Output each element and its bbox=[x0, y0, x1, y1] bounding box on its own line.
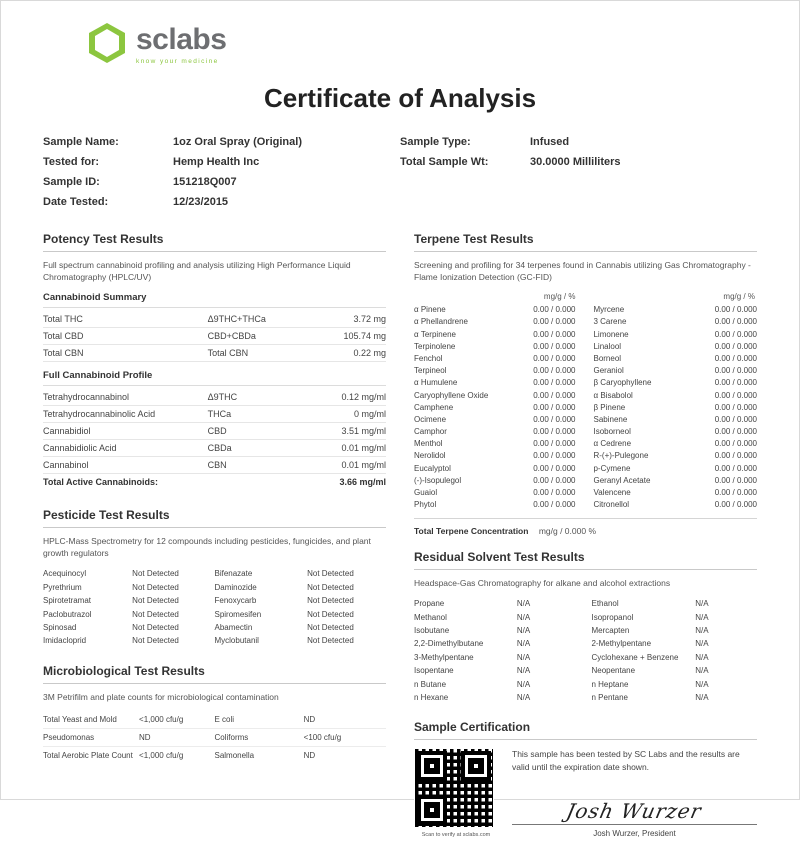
analyte-abbr: THCa bbox=[208, 405, 304, 422]
left-column bbox=[43, 232, 400, 840]
solvent-name: Mercapten bbox=[591, 626, 630, 636]
pesticide-name: Pyrethrium bbox=[43, 582, 82, 592]
pesticide-result: Not Detected bbox=[307, 609, 354, 619]
cannabinoid-summary-table bbox=[43, 311, 386, 362]
terpene-value: 0.00 / 0.000 bbox=[533, 341, 576, 351]
terpene-name: Geranyl Acetate bbox=[593, 475, 651, 485]
table-row bbox=[414, 499, 757, 511]
terpene-value: 0.00 / 0.000 bbox=[714, 317, 757, 327]
terpene-value: 0.00 / 0.000 bbox=[533, 475, 576, 485]
solvent-result: N/A bbox=[695, 679, 709, 689]
solvent-result: N/A bbox=[516, 626, 531, 636]
table-row bbox=[43, 711, 386, 729]
analyte-name: Total CBN bbox=[43, 344, 208, 361]
table-row bbox=[414, 365, 757, 377]
solvent-result: N/A bbox=[516, 639, 531, 649]
terpene-name: Isoborneol bbox=[593, 427, 631, 437]
pesticide-result: Not Detected bbox=[307, 582, 354, 592]
micro-section-title: Microbiological Test Results bbox=[43, 664, 386, 684]
meta-value: 151218Q007 bbox=[173, 176, 237, 188]
terpene-value: 0.00 / 0.000 bbox=[714, 366, 757, 376]
signature-block bbox=[512, 796, 757, 840]
terpene-value: 0.00 / 0.000 bbox=[714, 500, 757, 510]
pesticide-name: Bifenazate bbox=[214, 569, 253, 579]
pesticide-name: Abamectin bbox=[214, 622, 253, 632]
terpene-value: 0.00 / 0.000 bbox=[533, 463, 576, 473]
solvent-name: n Butane bbox=[414, 679, 447, 689]
pesticide-section-desc: HPLC-Mass Spectrometry for 12 compounds including pesticides, fungicides, and plant growth regulators bbox=[43, 535, 371, 558]
pesticide-name: Spinosad bbox=[43, 622, 77, 632]
qr-caption: Scan to verify at sclabs.com bbox=[421, 832, 491, 839]
terpene-name: Phytol bbox=[414, 500, 437, 510]
terpene-value: 0.00 / 0.000 bbox=[533, 414, 576, 424]
solvent-result: N/A bbox=[516, 692, 531, 702]
terpene-value: 0.00 / 0.000 bbox=[714, 451, 757, 461]
table-row bbox=[414, 389, 757, 401]
analyte-value: 3.51 mg/ml bbox=[304, 422, 386, 439]
pesticide-result: Not Detected bbox=[132, 596, 179, 606]
table-row bbox=[414, 377, 757, 389]
terpene-name: Limonene bbox=[593, 329, 629, 339]
certification-statement: This sample has been tested by SC Labs and the results are valid until the expiration date shown. bbox=[512, 749, 740, 772]
table-row bbox=[43, 439, 386, 456]
terpene-name: α Phellandrene bbox=[414, 317, 468, 327]
cannabinoid-summary-head: Cannabinoid Summary bbox=[43, 292, 386, 308]
terpene-units-right: mg/g / % bbox=[723, 291, 755, 301]
analyte-formula: CBD+CBDa bbox=[208, 327, 304, 344]
sample-meta-right bbox=[400, 136, 757, 216]
terpene-name: Eucalyptol bbox=[414, 463, 451, 473]
terpene-value: 0.00 / 0.000 bbox=[714, 390, 757, 400]
terpene-value: 0.00 / 0.000 bbox=[533, 390, 576, 400]
terpene-total-label: Total Terpene Concentration bbox=[414, 525, 529, 536]
logo-text bbox=[136, 25, 226, 65]
table-row bbox=[414, 474, 757, 486]
meta-label: Total Sample Wt: bbox=[400, 156, 489, 168]
meta-value: Infused bbox=[530, 136, 570, 148]
table-row bbox=[414, 611, 757, 624]
terpene-value: 0.00 / 0.000 bbox=[533, 402, 576, 412]
table-row bbox=[414, 304, 757, 316]
table-row bbox=[43, 634, 386, 647]
solvent-name: Methanol bbox=[414, 612, 447, 622]
brand-tagline: know your medicine bbox=[136, 58, 219, 65]
analyte-name: Tetrahydrocannabinolic Acid bbox=[43, 405, 208, 422]
meta-row bbox=[400, 136, 757, 148]
terpene-name: Borneol bbox=[593, 353, 622, 363]
terpene-value: 0.00 / 0.000 bbox=[533, 366, 576, 376]
analyte-value: 0.12 mg/ml bbox=[304, 389, 386, 406]
table-row bbox=[414, 340, 757, 352]
solvent-result: N/A bbox=[516, 612, 531, 622]
meta-label: Tested for: bbox=[43, 156, 100, 168]
terpene-total-value: mg/g / 0.000 % bbox=[538, 525, 596, 536]
meta-row bbox=[400, 156, 757, 168]
terpene-name: R-(+)-Pulegone bbox=[593, 451, 649, 461]
terpene-name: α Pinene bbox=[414, 305, 446, 315]
table-row bbox=[43, 728, 386, 746]
table-row bbox=[414, 624, 757, 637]
signature-image: Josh Wurzer bbox=[564, 798, 704, 823]
solvent-result: N/A bbox=[695, 666, 709, 676]
solvent-name: 3-Methylpentane bbox=[414, 652, 474, 662]
micro-name: Total Yeast and Mold bbox=[43, 711, 139, 729]
signature-line bbox=[512, 824, 757, 825]
solvent-name: Propane bbox=[414, 599, 445, 609]
table-row bbox=[414, 328, 757, 340]
terpene-value: 0.00 / 0.000 bbox=[714, 439, 757, 449]
table-row bbox=[414, 651, 757, 664]
table-row bbox=[414, 413, 757, 425]
solvent-result: N/A bbox=[695, 612, 709, 622]
terpene-name: Myrcene bbox=[593, 305, 625, 315]
meta-row bbox=[43, 156, 400, 168]
sc-labs-logo bbox=[29, 19, 771, 71]
pesticide-result: Not Detected bbox=[307, 596, 354, 606]
pesticide-name: Spiromesifen bbox=[214, 609, 262, 619]
pesticide-result: Not Detected bbox=[307, 622, 354, 632]
solvent-name: n Hexane bbox=[414, 692, 449, 702]
pesticide-name: Paclobutrazol bbox=[43, 609, 92, 619]
meta-row bbox=[43, 136, 400, 148]
terpene-name: Camphene bbox=[414, 402, 454, 412]
hexagon-logo-icon bbox=[89, 23, 129, 67]
pesticide-name: Daminozide bbox=[214, 582, 257, 592]
pesticide-name: Fenoxycarb bbox=[214, 596, 257, 606]
table-row bbox=[43, 607, 386, 620]
table-row bbox=[414, 664, 757, 677]
terpene-name: Camphor bbox=[414, 427, 447, 437]
pesticide-name: Myclobutanil bbox=[214, 636, 259, 646]
micro-name: Coliforms bbox=[214, 728, 303, 746]
pesticide-result: Not Detected bbox=[132, 636, 179, 646]
signer-name: Josh Wurzer, President bbox=[593, 828, 676, 838]
results-columns bbox=[43, 232, 757, 840]
table-row bbox=[414, 316, 757, 328]
analyte-value: 105.74 mg bbox=[304, 327, 386, 344]
pesticide-result: Not Detected bbox=[307, 569, 354, 579]
solvent-result: N/A bbox=[695, 652, 709, 662]
table-row bbox=[414, 637, 757, 650]
solvent-name: Isopropanol bbox=[591, 612, 634, 622]
terpene-name: Sabinene bbox=[593, 414, 628, 424]
pesticide-result: Not Detected bbox=[132, 622, 179, 632]
terpene-value: 0.00 / 0.000 bbox=[533, 353, 576, 363]
terpene-value: 0.00 / 0.000 bbox=[714, 427, 757, 437]
terpene-value: 0.00 / 0.000 bbox=[533, 329, 576, 339]
total-active-value: 3.66 mg/ml bbox=[339, 476, 386, 487]
page-title: Certificate of Analysis bbox=[263, 83, 537, 113]
table-row bbox=[43, 456, 386, 473]
micro-name: E coli bbox=[214, 711, 303, 729]
solvent-name: n Heptane bbox=[591, 679, 629, 689]
table-row bbox=[414, 450, 757, 462]
table-row bbox=[43, 327, 386, 344]
micro-name: Pseudomonas bbox=[43, 728, 139, 746]
certification-body bbox=[414, 748, 757, 840]
table-row bbox=[43, 405, 386, 422]
solvent-result: N/A bbox=[516, 666, 531, 676]
solvent-result: N/A bbox=[516, 679, 531, 689]
pesticide-result: Not Detected bbox=[132, 569, 179, 579]
table-row bbox=[414, 486, 757, 498]
table-row bbox=[414, 597, 757, 610]
pesticide-name: Spirotetramat bbox=[43, 596, 92, 606]
terpene-name: α Cedrene bbox=[593, 439, 632, 449]
table-row bbox=[414, 352, 757, 364]
table-row bbox=[43, 567, 386, 580]
terpene-section-title: Terpene Test Results bbox=[414, 232, 757, 252]
solvent-result: N/A bbox=[516, 652, 531, 662]
analyte-value: 0.01 mg/ml bbox=[304, 456, 386, 473]
terpene-value: 0.00 / 0.000 bbox=[714, 341, 757, 351]
solvent-section-desc: Headspace-Gas Chromatography for alkane and alcohol extractions bbox=[414, 577, 671, 588]
solvent-name: Isopentane bbox=[414, 666, 454, 676]
pesticide-section-title: Pesticide Test Results bbox=[43, 508, 386, 528]
pesticide-result: Not Detected bbox=[132, 582, 179, 592]
pesticide-result: Not Detected bbox=[307, 636, 354, 646]
micro-result: <1,000 cfu/g bbox=[139, 711, 214, 729]
sample-meta-left bbox=[43, 136, 400, 216]
micro-result: ND bbox=[303, 750, 316, 760]
terpene-name: α Terpinene bbox=[414, 329, 456, 339]
certification-text-block bbox=[512, 748, 757, 840]
solvent-result: N/A bbox=[695, 626, 709, 636]
terpene-units-header bbox=[414, 292, 757, 301]
terpene-name: Geraniol bbox=[593, 366, 624, 376]
terpene-name: Terpinolene bbox=[414, 341, 456, 351]
solvent-name: Neopentane bbox=[591, 666, 636, 676]
micro-table bbox=[43, 711, 386, 764]
meta-value: 30.0000 Milliliters bbox=[530, 156, 621, 168]
table-row bbox=[414, 438, 757, 450]
meta-value: 12/23/2015 bbox=[173, 196, 229, 208]
terpene-name: Ocimene bbox=[414, 414, 447, 424]
micro-name: Salmonella bbox=[214, 750, 255, 760]
table-row bbox=[43, 746, 386, 764]
solvent-name: 2-Methylpentane bbox=[591, 639, 652, 649]
terpene-name: Terpineol bbox=[414, 366, 447, 376]
analyte-value: 0.22 mg bbox=[304, 344, 386, 361]
solvent-name: Isobutane bbox=[414, 626, 450, 636]
terpene-name: β Caryophyllene bbox=[593, 378, 652, 388]
terpene-name: β Pinene bbox=[593, 402, 626, 412]
terpene-name: p-Cymene bbox=[593, 463, 631, 473]
analyte-abbr: Δ9THC bbox=[208, 389, 304, 406]
terpene-value: 0.00 / 0.000 bbox=[533, 427, 576, 437]
potency-section-title: Potency Test Results bbox=[43, 232, 386, 252]
analyte-name: Cannabidiolic Acid bbox=[43, 439, 208, 456]
solvent-result: N/A bbox=[695, 692, 709, 702]
terpene-name: Nerolidol bbox=[414, 451, 446, 461]
solvent-name: n Pentane bbox=[591, 692, 628, 702]
solvent-name: 2,2-Dimethylbutane bbox=[414, 639, 484, 649]
pesticide-name: Imidacloprid bbox=[43, 636, 87, 646]
terpene-value: 0.00 / 0.000 bbox=[714, 305, 757, 315]
pesticide-name: Acequinocyl bbox=[43, 569, 87, 579]
table-row bbox=[414, 677, 757, 690]
solvent-result: N/A bbox=[695, 599, 709, 609]
meta-label: Sample ID: bbox=[43, 176, 100, 188]
terpene-value: 0.00 / 0.000 bbox=[714, 488, 757, 498]
micro-result: <100 cfu/g bbox=[304, 728, 386, 746]
analyte-value: 0.01 mg/ml bbox=[304, 439, 386, 456]
solvent-result: N/A bbox=[695, 639, 709, 649]
terpene-value: 0.00 / 0.000 bbox=[533, 439, 576, 449]
micro-result: ND bbox=[139, 728, 214, 746]
terpene-name: (-)-Isopulegol bbox=[414, 475, 462, 485]
terpene-name: 3 Carene bbox=[593, 317, 627, 327]
meta-value: 1oz Oral Spray (Original) bbox=[173, 136, 302, 148]
table-row bbox=[43, 311, 386, 328]
terpene-name: Caryophyllene Oxide bbox=[414, 390, 489, 400]
table-row bbox=[43, 621, 386, 634]
analyte-name: Cannabidiol bbox=[43, 422, 208, 439]
terpene-value: 0.00 / 0.000 bbox=[533, 488, 576, 498]
meta-label: Sample Name: bbox=[43, 136, 119, 148]
cannabinoid-profile-table bbox=[43, 389, 386, 490]
terpene-name: Guaiol bbox=[414, 488, 438, 498]
qr-code-block bbox=[414, 748, 498, 840]
micro-result: <1,000 cfu/g bbox=[139, 750, 184, 760]
pesticide-table bbox=[43, 567, 386, 647]
terpene-table bbox=[414, 304, 757, 511]
terpene-name: Linalool bbox=[593, 341, 622, 351]
table-row bbox=[43, 389, 386, 406]
terpene-total bbox=[414, 518, 757, 536]
total-active-row bbox=[43, 473, 386, 490]
terpene-value: 0.00 / 0.000 bbox=[714, 463, 757, 473]
analyte-name: Cannabinol bbox=[43, 456, 208, 473]
total-active-label: Total Active Cannabinoids: bbox=[43, 476, 159, 487]
right-column bbox=[400, 232, 757, 840]
terpene-units-left: mg/g / % bbox=[543, 291, 576, 301]
qr-code-icon[interactable] bbox=[414, 748, 494, 828]
meta-label: Date Tested: bbox=[43, 196, 109, 208]
terpene-value: 0.00 / 0.000 bbox=[533, 451, 576, 461]
analyte-name: Total CBD bbox=[43, 327, 208, 344]
sample-meta bbox=[43, 136, 757, 216]
analyte-value: 0 mg/ml bbox=[304, 405, 386, 422]
solvent-name: Ethanol bbox=[591, 599, 619, 609]
terpene-value: 0.00 / 0.000 bbox=[533, 317, 576, 327]
terpene-value: 0.00 / 0.000 bbox=[714, 475, 757, 485]
terpene-value: 0.00 / 0.000 bbox=[533, 378, 576, 388]
analyte-name: Total THC bbox=[43, 311, 208, 328]
table-row bbox=[414, 426, 757, 438]
table-row bbox=[43, 581, 386, 594]
certification-section-title: Sample Certification bbox=[414, 720, 757, 740]
terpene-name: α Humulene bbox=[414, 378, 458, 388]
terpene-name: α Bisabolol bbox=[593, 390, 633, 400]
analyte-formula: Total CBN bbox=[208, 344, 304, 361]
analyte-name: Tetrahydrocannabinol bbox=[43, 389, 208, 406]
analyte-abbr: CBD bbox=[208, 422, 304, 439]
terpene-name: Menthol bbox=[414, 439, 443, 449]
table-row bbox=[43, 594, 386, 607]
terpene-value: 0.00 / 0.000 bbox=[714, 414, 757, 424]
meta-label: Sample Type: bbox=[400, 136, 471, 148]
solvent-section-title: Residual Solvent Test Results bbox=[414, 550, 757, 570]
micro-section-desc: 3M Petrifilm and plate counts for microbiological contamination bbox=[43, 691, 279, 702]
terpene-name: Valencene bbox=[593, 488, 631, 498]
terpene-name: Citronellol bbox=[593, 500, 630, 510]
potency-section-desc: Full spectrum cannabinoid profiling and analysis utilizing High Performance Liquid Chromatography (HPLC/UV) bbox=[43, 260, 351, 283]
terpene-section-desc: Screening and profiling for 34 terpenes found in Cannabis utilizing Gas Chromatography - Flame Ionization Detection (GC-FID) bbox=[414, 260, 751, 283]
full-cannabinoid-profile-head: Full Cannabinoid Profile bbox=[43, 370, 386, 386]
terpene-value: 0.00 / 0.000 bbox=[714, 353, 757, 363]
brand-name: sclabs bbox=[136, 23, 227, 56]
table-row bbox=[414, 691, 757, 704]
meta-row bbox=[43, 196, 400, 208]
table-row bbox=[43, 344, 386, 361]
solvent-table bbox=[414, 597, 757, 704]
terpene-value: 0.00 / 0.000 bbox=[714, 402, 757, 412]
micro-name: Total Aerobic Plate Count bbox=[43, 750, 133, 760]
meta-row bbox=[43, 176, 400, 188]
terpene-name: Fenchol bbox=[414, 353, 443, 363]
analyte-formula: Δ9THC+THCa bbox=[208, 311, 304, 328]
table-row bbox=[43, 422, 386, 439]
document-body bbox=[1, 1, 799, 850]
analyte-value: 3.72 mg bbox=[304, 311, 386, 328]
terpene-value: 0.00 / 0.000 bbox=[714, 329, 757, 339]
solvent-name: Cyclohexane + Benzene bbox=[591, 652, 679, 662]
terpene-value: 0.00 / 0.000 bbox=[533, 305, 576, 315]
analyte-abbr: CBDa bbox=[208, 439, 304, 456]
analyte-abbr: CBN bbox=[208, 456, 304, 473]
terpene-value: 0.00 / 0.000 bbox=[714, 378, 757, 388]
table-row bbox=[414, 401, 757, 413]
micro-result: ND bbox=[304, 711, 386, 729]
solvent-result: N/A bbox=[516, 599, 531, 609]
meta-value: Hemp Health Inc bbox=[173, 156, 260, 168]
terpene-value: 0.00 / 0.000 bbox=[533, 500, 576, 510]
table-row bbox=[414, 462, 757, 474]
pesticide-result: Not Detected bbox=[132, 609, 179, 619]
